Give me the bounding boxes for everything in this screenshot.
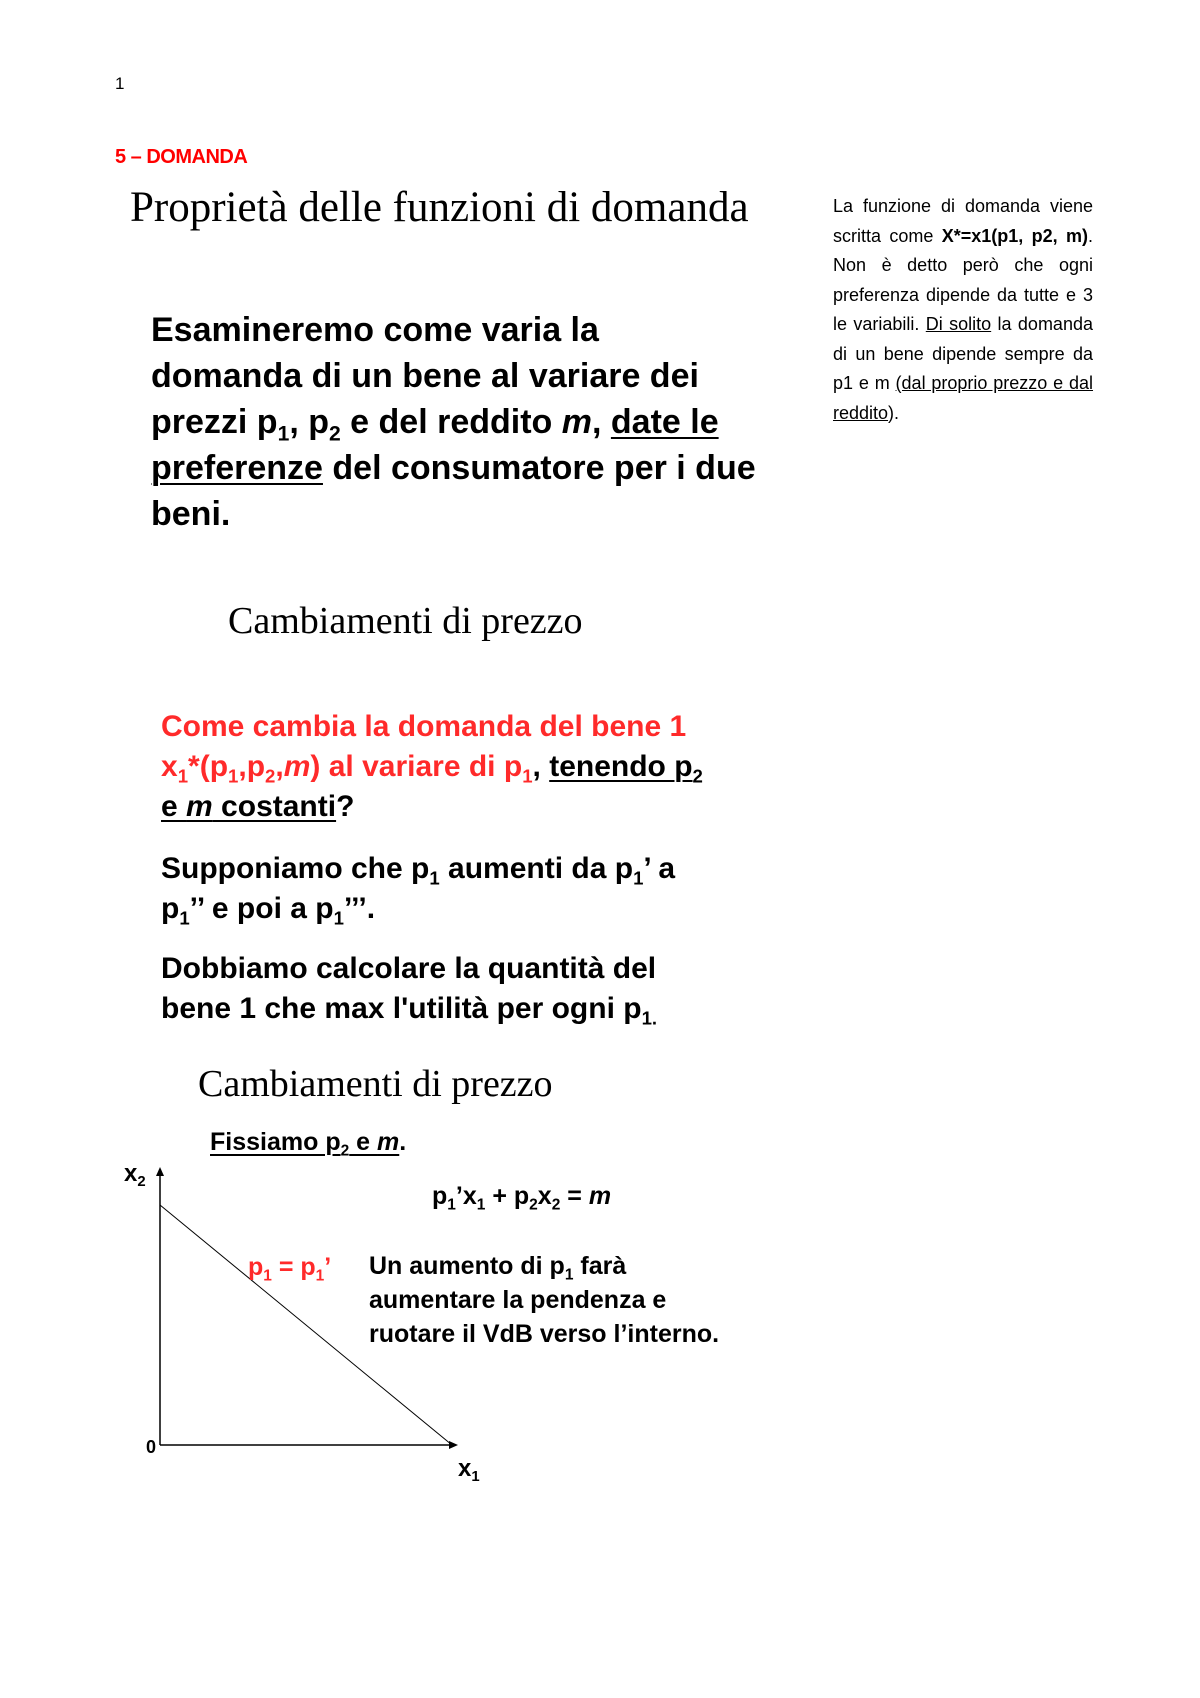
side-note: La funzione di domanda viene scritta come X*=x1(p1, p2, m). Non è detto però che ogni preferenza dipende da tutte e 3 le variabili. Di solito la domanda di un bene dipende sempre da p1 e m (dal proprio prezzo e dal reddito).: [833, 196, 1094, 423]
section-heading: 5 – DOMANDA: [115, 146, 248, 168]
slide2-bullet-3: [136, 949, 658, 1029]
slide3-fix-text: Fissiamo $p_2$ e m.: [210, 1128, 407, 1160]
slide3-note-line: ruotare il VdB verso l’interno.: [369, 1320, 720, 1348]
slide3-title: Cambiamenti di prezzo: [198, 1063, 553, 1105]
slide2-bullet-line: Supponiamo che $p_1$ aumenti da $p_1$’ a: [161, 852, 676, 889]
budget-line-label: $p_1 = p_1$’: [248, 1253, 332, 1285]
slide2-bullet-1: [136, 707, 703, 823]
slide2-title: Cambiamenti di prezzo: [228, 600, 583, 642]
x-axis-arrow-icon: [449, 1441, 458, 1449]
axis-x-label: $x_1$: [458, 1455, 480, 1486]
slide1-bullet-line: preferenze del consumatore per i due: [151, 449, 756, 487]
slide2-bullet-line: $x_1*(p_1,p_2,m)$ al variare di $p_1$, tenendo $p_2$: [161, 750, 703, 787]
page-number: 1: [115, 74, 125, 93]
slide2-bullet-line: bene 1 che max l'utilità per ogni $p_{1.}$: [161, 992, 658, 1029]
slide1-bullet-line: beni.: [151, 495, 231, 533]
budget-equation: $p_1’x_1 + p_2x_2 = m$: [432, 1182, 612, 1214]
slide1-bullet: [121, 307, 801, 533]
slide2-bullet-line: e m costanti?: [161, 790, 355, 823]
origin-label: 0: [146, 1437, 157, 1457]
slide2-bullet-line: Dobbiamo calcolare la quantità del: [161, 952, 657, 985]
slide1-title: Proprietà delle funzioni di domanda: [130, 184, 749, 231]
slide1-bullet-line: domanda di un bene al variare dei: [151, 357, 699, 395]
slide3-note-line: Un aumento di $p_1$ farà: [369, 1252, 627, 1284]
slide1-bullet-line: Esamineremo come varia la: [151, 311, 599, 349]
y-axis-arrow-icon: [156, 1167, 164, 1176]
slide3-note-line: aumentare la pendenza e: [369, 1286, 667, 1314]
axis-y-label: $x_2$: [124, 1160, 146, 1191]
slide1-bullet-line: prezzi $p_1$, $p_2$ e del reddito m, date le: [151, 403, 719, 446]
slide2-bullet-line: Come cambia la domanda del bene 1: [161, 710, 687, 743]
slide2-bullet-2: [136, 849, 676, 929]
slide3-note: [369, 1249, 719, 1351]
slide2-bullet-line: $p_1$’’ e poi a $p_1$’’’.: [161, 892, 376, 929]
